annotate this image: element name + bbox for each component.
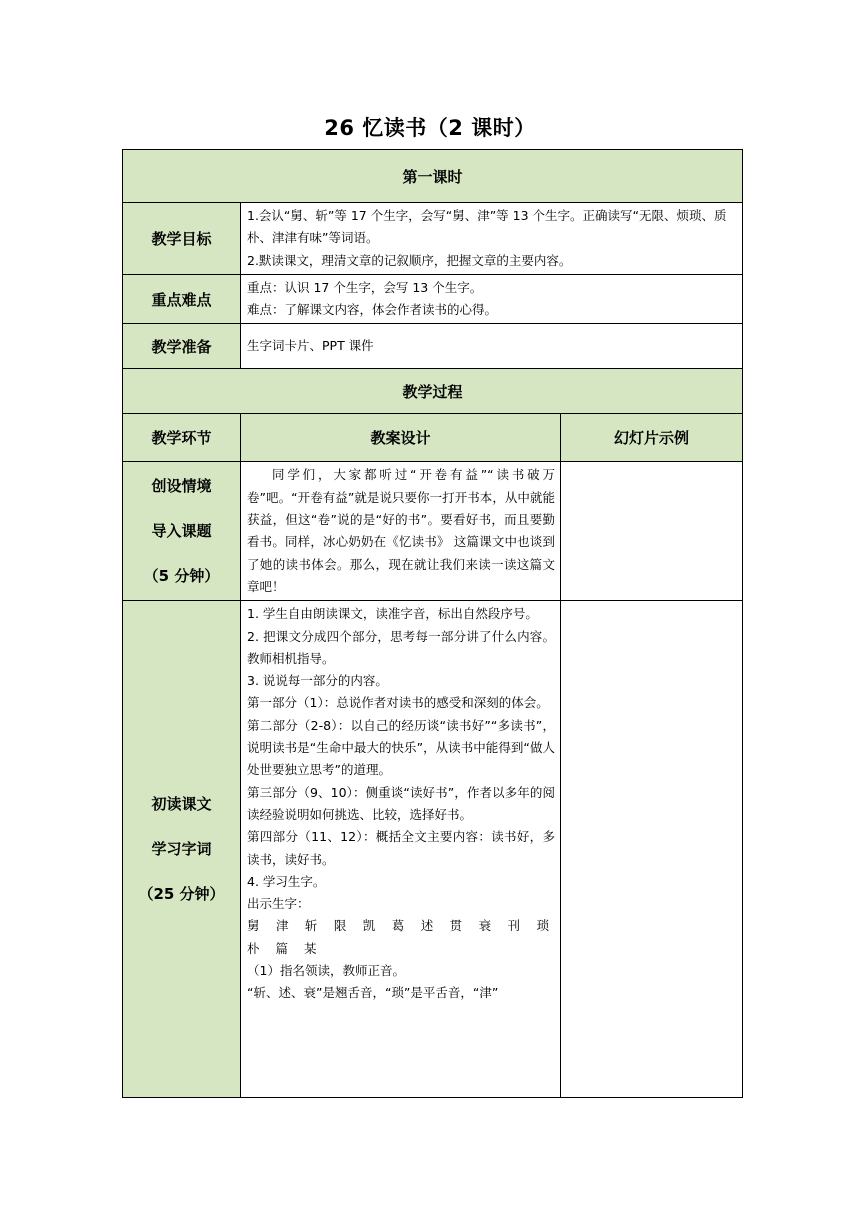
stage2-paragraph-6: 第三部分（9、10）：侧重谈“读好书”，作者以多年的阅读经验说明如何挑选、比较，选择好书。 bbox=[247, 784, 555, 822]
stage2-label-line-2: 学习字词 bbox=[151, 839, 212, 858]
key-point-line-2: 难点：了解课文内容，体会作者读书的心得。 bbox=[247, 302, 498, 318]
stage2-characters: 舅 津 斩 限 凯 葛 述 贯 衰 刊 琐 朴 篇 某 bbox=[247, 918, 555, 956]
process-header: 教学过程 bbox=[123, 369, 743, 414]
stage2-slides bbox=[561, 601, 743, 1098]
stage2-label-line-1: 初读课文 bbox=[151, 794, 212, 813]
stage2-paragraph-2: 2. 把课文分成四个部分，思考每一部分讲了什么内容。教师相机指导。 bbox=[247, 628, 555, 666]
key-point-line-1: 重点：认识 17 个生字，会写 13 个生字。 bbox=[247, 279, 483, 295]
stage2-label bbox=[123, 601, 241, 1098]
stage2-paragraph-3: 3. 说说每一部分的内容。 bbox=[247, 673, 388, 689]
column-stage-header: 教学环节 bbox=[123, 414, 241, 462]
lesson-header: 第一课时 bbox=[123, 150, 743, 203]
goals-line-2: 2.默读课文，理清文章的记叙顺序，把握文章的主要内容。 bbox=[247, 252, 572, 268]
goals-line-1: 1.会认“舅、斩”等 17 个生字，会写“舅、津”等 13 个生字。正确读写“无限、烦琐、质朴、津津有味”等词语。 bbox=[247, 208, 727, 246]
stage1-label-line-2: 导入课题 bbox=[151, 521, 212, 540]
key-points-label: 重点难点 bbox=[123, 274, 241, 324]
document-title: 26 忆读书（2 课时） bbox=[324, 116, 536, 140]
column-design-header: 教案设计 bbox=[241, 414, 561, 462]
preparation-label: 教学准备 bbox=[123, 324, 241, 369]
stage1-label-line-1: 创设情境 bbox=[151, 476, 212, 495]
stage2-label-line-3: （25 分钟） bbox=[138, 884, 225, 903]
goals-content bbox=[241, 203, 743, 275]
stage2-paragraph-1: 1. 学生自由朗读课文，读准字音，标出自然段序号。 bbox=[247, 606, 538, 622]
key-points-content bbox=[241, 274, 743, 324]
stage1-label bbox=[123, 462, 241, 601]
stage1-label-line-3: （5 分钟） bbox=[143, 566, 220, 585]
stage2-paragraph-9: 出示生字： bbox=[247, 896, 310, 912]
stage1-design bbox=[241, 462, 561, 601]
stage1-slides bbox=[561, 462, 743, 601]
stage2-paragraph-11: （1）指名领读，教师正音。 bbox=[247, 963, 405, 979]
stage2-paragraph-7: 第四部分（11、12）：概括全文主要内容：读书好，多读书，读好书。 bbox=[247, 829, 555, 867]
column-slides-header: 幻灯片示例 bbox=[561, 414, 743, 462]
stage2-paragraph-8: 4. 学习生字。 bbox=[247, 873, 326, 889]
stage2-design bbox=[241, 601, 561, 1098]
lesson-plan-table bbox=[122, 149, 743, 1098]
stage1-text: 同学们，大家都听过“开卷有益”“读书破万卷”吧。“开卷有益”就是说只要你一打开书本，从中就能获益，但这“卷”说的是“好的书”。要看好书，而且要勤看书。同样，冰心奶奶在《忆读书》 这篇课文中也谈到了她的读书体会。那么，现在就让我们来读一读这篇文章吧！ bbox=[247, 467, 555, 594]
stage2-paragraph-4: 第一部分（1）：总说作者对读书的感受和深刻的体会。 bbox=[247, 695, 549, 711]
goals-label: 教学目标 bbox=[123, 203, 241, 275]
stage2-paragraph-5: 第二部分（2-8）：以自己的经历谈“读书好”“多读书”，说明读书是“生命中最大的快乐”，从读书中能得到“做人处世要独立思考”的道理。 bbox=[247, 717, 555, 778]
stage2-paragraph-12: “斩、述、衰”是翘舌音，“琐”是平舌音，“津” bbox=[247, 985, 499, 1001]
preparation-content: 生字词卡片、PPT 课件 bbox=[241, 324, 743, 369]
